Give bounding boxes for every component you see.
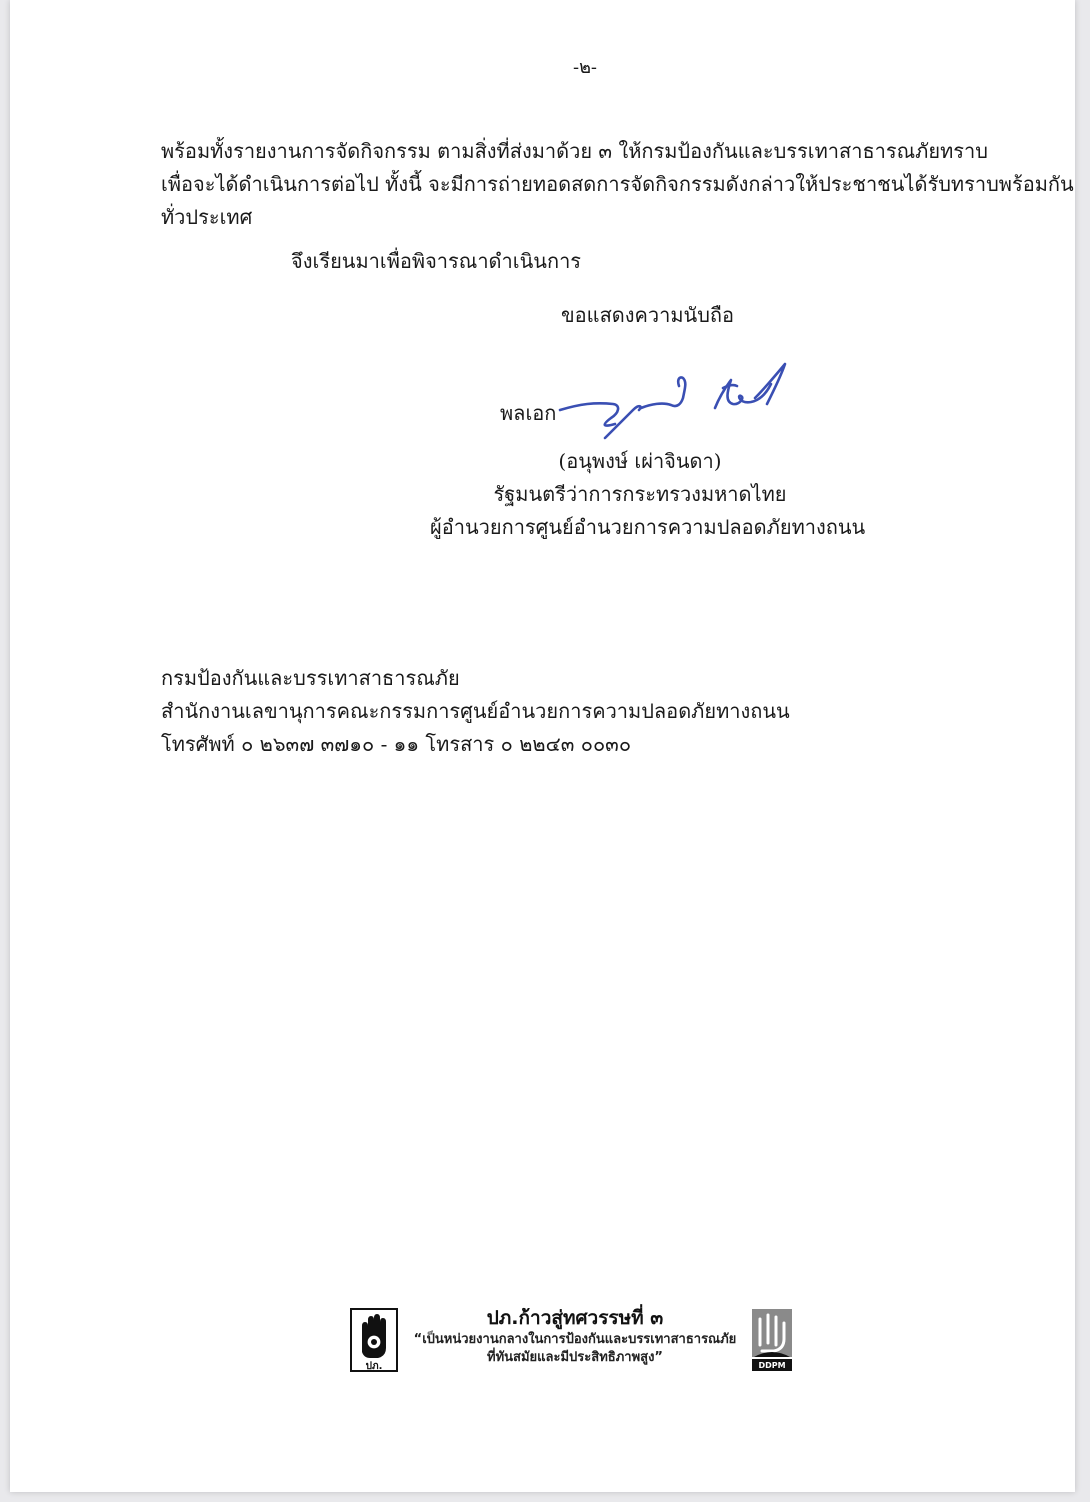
body-line: เพื่อจะได้ดำเนินการต่อไป ทั้งนี้ จะมีการถ่ายทอดสดการจัดกิจกรรมดังกล่าวให้ประชาชนได้รับทราบพร้อมกัน	[161, 172, 1074, 196]
document-page	[10, 0, 1075, 1492]
banner-text	[405, 1305, 745, 1367]
ddpm-emblem-logo	[748, 1307, 796, 1373]
logo-right-label: DDPM	[758, 1361, 786, 1370]
logo-left-label: ปภ.	[365, 1361, 383, 1372]
body-line: ทั่วประเทศ	[161, 205, 253, 229]
sender-office: สำนักงานเลขานุการคณะกรรมการศูนย์อำนวยการความปลอดภัยทางถนน	[161, 699, 790, 723]
sender-contact: โทรศัพท์ ๐ ๒๖๓๗ ๓๗๑๐ - ๑๑ โทรสาร ๐ ๒๒๔๓ ๐๐๓๐	[161, 732, 632, 756]
closing-request: จึงเรียนมาเพื่อพิจารณาดำเนินการ	[291, 249, 582, 273]
body-paragraph	[161, 135, 1074, 234]
signatory-name: (อนุพงษ์ เผ่าจินดา)	[558, 449, 722, 473]
signatory-rank: พลเอก	[500, 401, 557, 425]
page-number: -๒-	[572, 57, 598, 78]
banner-motto-line: ที่ทันสมัยและมีประสิทธิภาพสูง”	[487, 1350, 663, 1365]
banner-motto-line: “เป็นหน่วยงานกลางในการป้องกันและบรรเทาสาธารณภัย	[413, 1332, 737, 1347]
signatory-position: ผู้อำนวยการศูนย์อำนวยการความปลอดภัยทางถนน	[430, 515, 866, 539]
signatory-position: รัฐมนตรีว่าการกระทรวงมหาดไทย	[493, 482, 787, 506]
regards: ขอแสดงความนับถือ	[561, 303, 735, 327]
signature-block	[430, 445, 866, 544]
sender-info	[161, 662, 790, 761]
body-line: พร้อมทั้งรายงานการจัดกิจกรรม ตามสิ่งที่ส่งมาด้วย ๓ ให้กรมป้องกันและบรรเทาสาธารณภัยทราบ	[161, 139, 988, 163]
ddpm-hand-logo	[350, 1308, 398, 1372]
banner-title: ปภ.ก้าวสู่ทศวรรษที่ ๓	[486, 1307, 664, 1329]
sender-department: กรมป้องกันและบรรเทาสาธารณภัย	[161, 666, 460, 690]
handwritten-signature	[555, 358, 805, 448]
footer-banner	[350, 1305, 800, 1380]
